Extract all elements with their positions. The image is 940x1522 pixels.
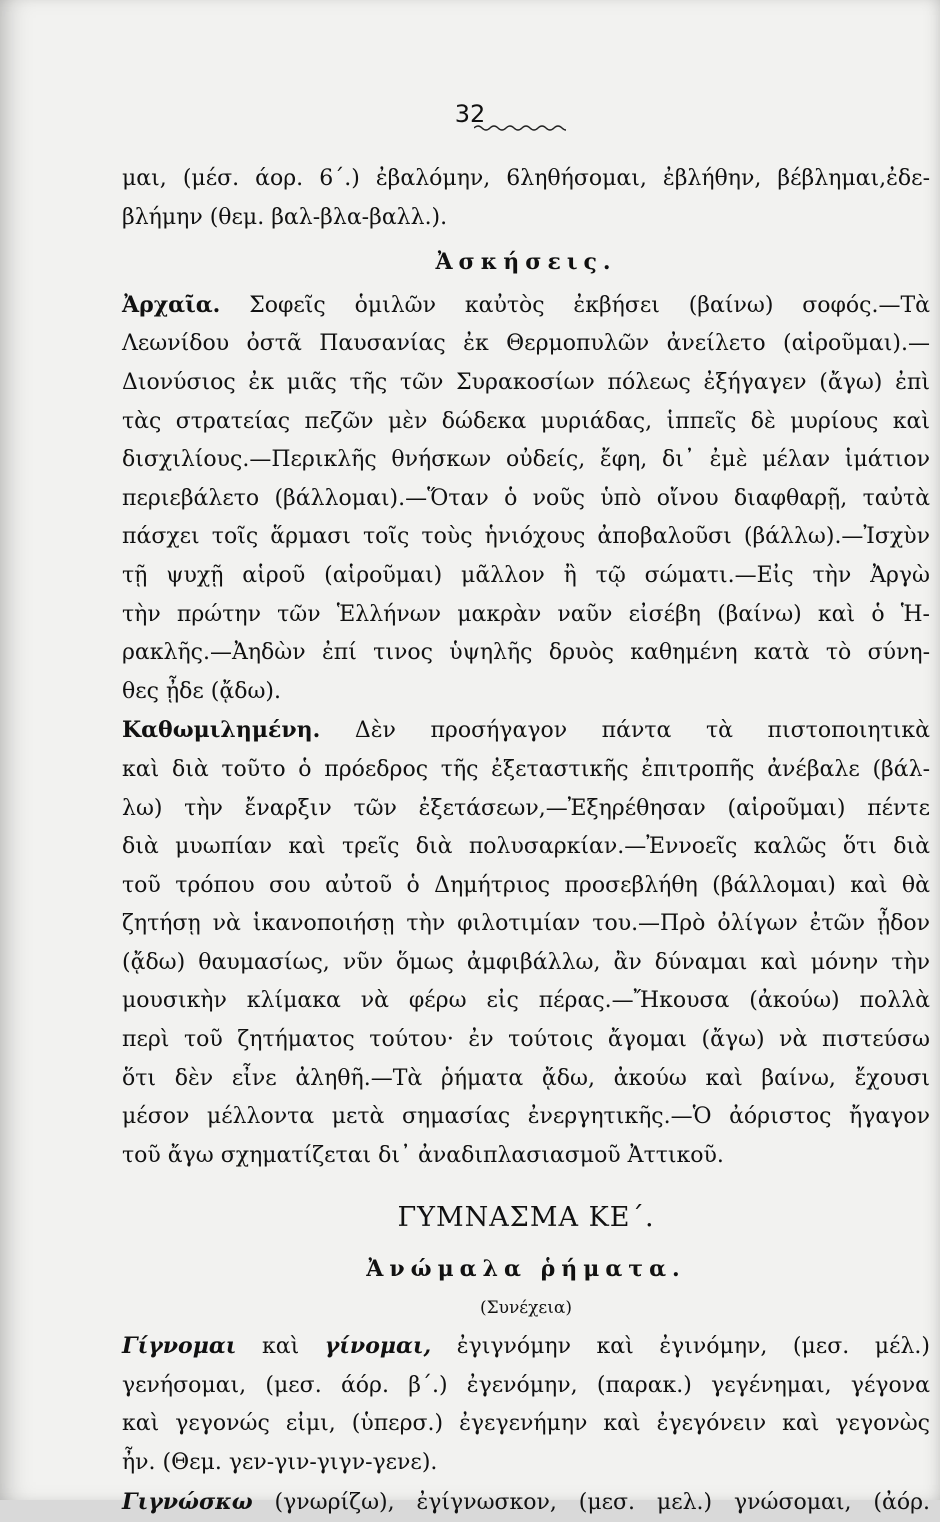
text-span: Σοφεῖς ὁμιλῶν καὐτὸς ἐκβήσει (βαίνω) σοφός.—Τὰ [249, 292, 930, 318]
paragraph-line [122, 1483, 930, 1522]
continuation-note: (Συνέχεια) [479, 1297, 572, 1318]
text-line: γενήσομαι, (μεσ. άόρ. β΄.) ἐγενόμην, (παρακ.) γεγένημαι, γέγονα [122, 1372, 930, 1398]
text-line: ὅτι δὲν εἶνε ἀληθῆ.—Τὰ ῥήματα ᾄδω, ἀκούω καὶ βαίνω, ἔχουσι [122, 1065, 930, 1091]
exercise-title: ΓΥΜΝΑΣΜΑ ΚΕ΄. [397, 1202, 655, 1234]
text-line: δισχιλίους.—Περικλῆς θνήσκων οὐδείς, ἔφη, δι᾽ ἐμὲ μέλαν ἱμάτιον [122, 447, 930, 473]
paragraph-line [122, 286, 930, 326]
text-span: Δὲν προσήγαγον πάντα τὰ πιστοποιητικὰ [354, 718, 930, 744]
section-heading-exercises: Ἀσκήσεις. [435, 249, 617, 276]
text-line: τῇ ψυχῇ αἱροῦ (αἱροῦμαι) μᾶλλον ἢ τῷ σώματι.—Εἰς τὴν Ἀργὼ [122, 562, 930, 588]
text-line: τοῦ τρόπου σου αὐτοῦ ὁ Δημήτριος προσεβλήθη (βάλλομαι) καὶ θὰ [122, 872, 930, 898]
text-line: τὰς στρατείας πεζῶν μὲν δώδεκα μυριάδας, ἱππεῖς δὲ μυρίους καὶ [122, 408, 930, 434]
text-line: Διονύσιος ἐκ μιᾶς τῆς τῶν Συρακοσίων πόλεως ἐξήγαγεν (ἄγω) ἐπὶ [122, 369, 930, 395]
text-span: ἐγιγνόμην καὶ ἐγινόμην, (μεσ. μέλ.) [456, 1334, 930, 1360]
spacer [122, 1175, 930, 1199]
spacer [122, 1238, 930, 1250]
text-line: βλήμην (θεμ. βαλ-βλα-βαλλ.). [122, 204, 448, 230]
subheading-irregular-verbs: Ἀνώμαλα ῥήματα. [366, 1256, 686, 1283]
paragraph-lead-colloquial: Καθωμιλημένη. [122, 717, 321, 744]
text-line: πάσχει τοῖς ἅρμασι τοῖς τοὺς ἡνιόχους ἀποβαλοῦσι (βάλλω).—Ἰσχὺν [122, 524, 930, 550]
text-line: περὶ τοῦ ζητήματος τούτου· ἐν τούτοις ἄγομαι (ἄγω) νὰ πιστεύσω [122, 1027, 930, 1053]
text-line: ζητήσῃ νὰ ἱκανοποιήσῃ τὴν φιλοτιμίαν του.—Πρὸ ὀλίγων ἐτῶν ᾖδον [122, 911, 930, 937]
verb-headword: γίνομαι, [324, 1333, 432, 1360]
text-line: περιεβάλετο (βάλλομαι).—Ὅταν ὁ νοῦς ὑπὸ οἴνου διαφθαρῇ, ταὐτὰ [122, 485, 930, 511]
text-line: καὶ γεγονώς εἰμι, (ὑπερσ.) ἐγεγενήμην καὶ ἐγεγόνειν καὶ γεγονὼς [122, 1411, 930, 1437]
text-line: τὴν πρώτην τῶν Ἑλλήνων μακρὰν ναῦν εἰσέβη (βαίνω) καὶ ὁ Ἡ- [122, 601, 930, 627]
verb-headword: Γίγνομαι [122, 1333, 237, 1360]
text-line: τοῦ ἄγω σχηματίζεται δι᾽ ἀναδιπλασιασμοῦ Ἀττικοῦ. [122, 1142, 724, 1168]
body-text [122, 160, 930, 1522]
text-span: (γνωρίζω), ἐγίγνωσκον, (μεσ. μελ.) γνώσομαι, (ἀόρ. [274, 1489, 930, 1515]
text-line: μαι, (μέσ. άορ. 6΄.) ἐβαλόμην, 6ληθήσομαι, ἐβλήθην, βέβλημαι,ἐδε- [122, 166, 930, 191]
text-line: ρακλῆς.—Ἀηδὼν ἐπί τινος ὑψηλῆς δρυὸς καθημένη κατὰ τὸ σύνη- [122, 640, 930, 666]
page-number: 32 [454, 100, 486, 128]
paragraph-lead-ancient: Ἀρχαῖα. [122, 291, 221, 318]
text-line: καὶ διὰ τοῦτο ὁ πρόεδρος τῆς ἐξεταστικῆς ἐπιτροπῆς ἀνέβαλε (βάλ- [122, 756, 930, 782]
verb-headword: Γιγνώσκω [122, 1488, 253, 1515]
text-line: Λεωνίδου ὀστᾶ Παυσανίας ἐκ Θερμοπυλῶν ἀνείλετο (αἱροῦμαι).— [122, 331, 930, 357]
wavy-rule-ornament [474, 124, 566, 132]
text-line: διὰ μυωπίαν καὶ τρεῖς διὰ πολυσαρκίαν.—Ἐννοεῖς καλῶς ὅτι διὰ [122, 834, 930, 860]
text-span: καὶ [261, 1334, 300, 1360]
text-line: λω) τὴν ἔναρξιν τῶν ἐξετάσεων,—Ἐξηρέθησαν (αἱροῦμαι) πέντε [122, 795, 930, 821]
paragraph-line [122, 711, 930, 751]
text-line: μέσον μέλλοντα μετὰ σημασίας ἐνεργητικῆς.—Ὁ ἀόριστος ἤγαγον [122, 1104, 930, 1130]
text-line: μουσικὴν κλίμακα νὰ φέρω εἰς πέρας.—Ἤκουσα (ἀκούω) πολλὰ [122, 988, 930, 1014]
text-line: θες ᾖδε (ᾄδω). [122, 678, 281, 704]
text-line: ἦν. (Θεμ. γεν-γιν-γιγν-γενε). [122, 1450, 438, 1475]
paragraph-line [122, 1327, 930, 1367]
text-line: (ᾄδω) θαυμασίως, νῦν ὅμως ἀμφιβάλλω, ἂν δύναμαι καὶ μόνην τὴν [122, 949, 930, 975]
